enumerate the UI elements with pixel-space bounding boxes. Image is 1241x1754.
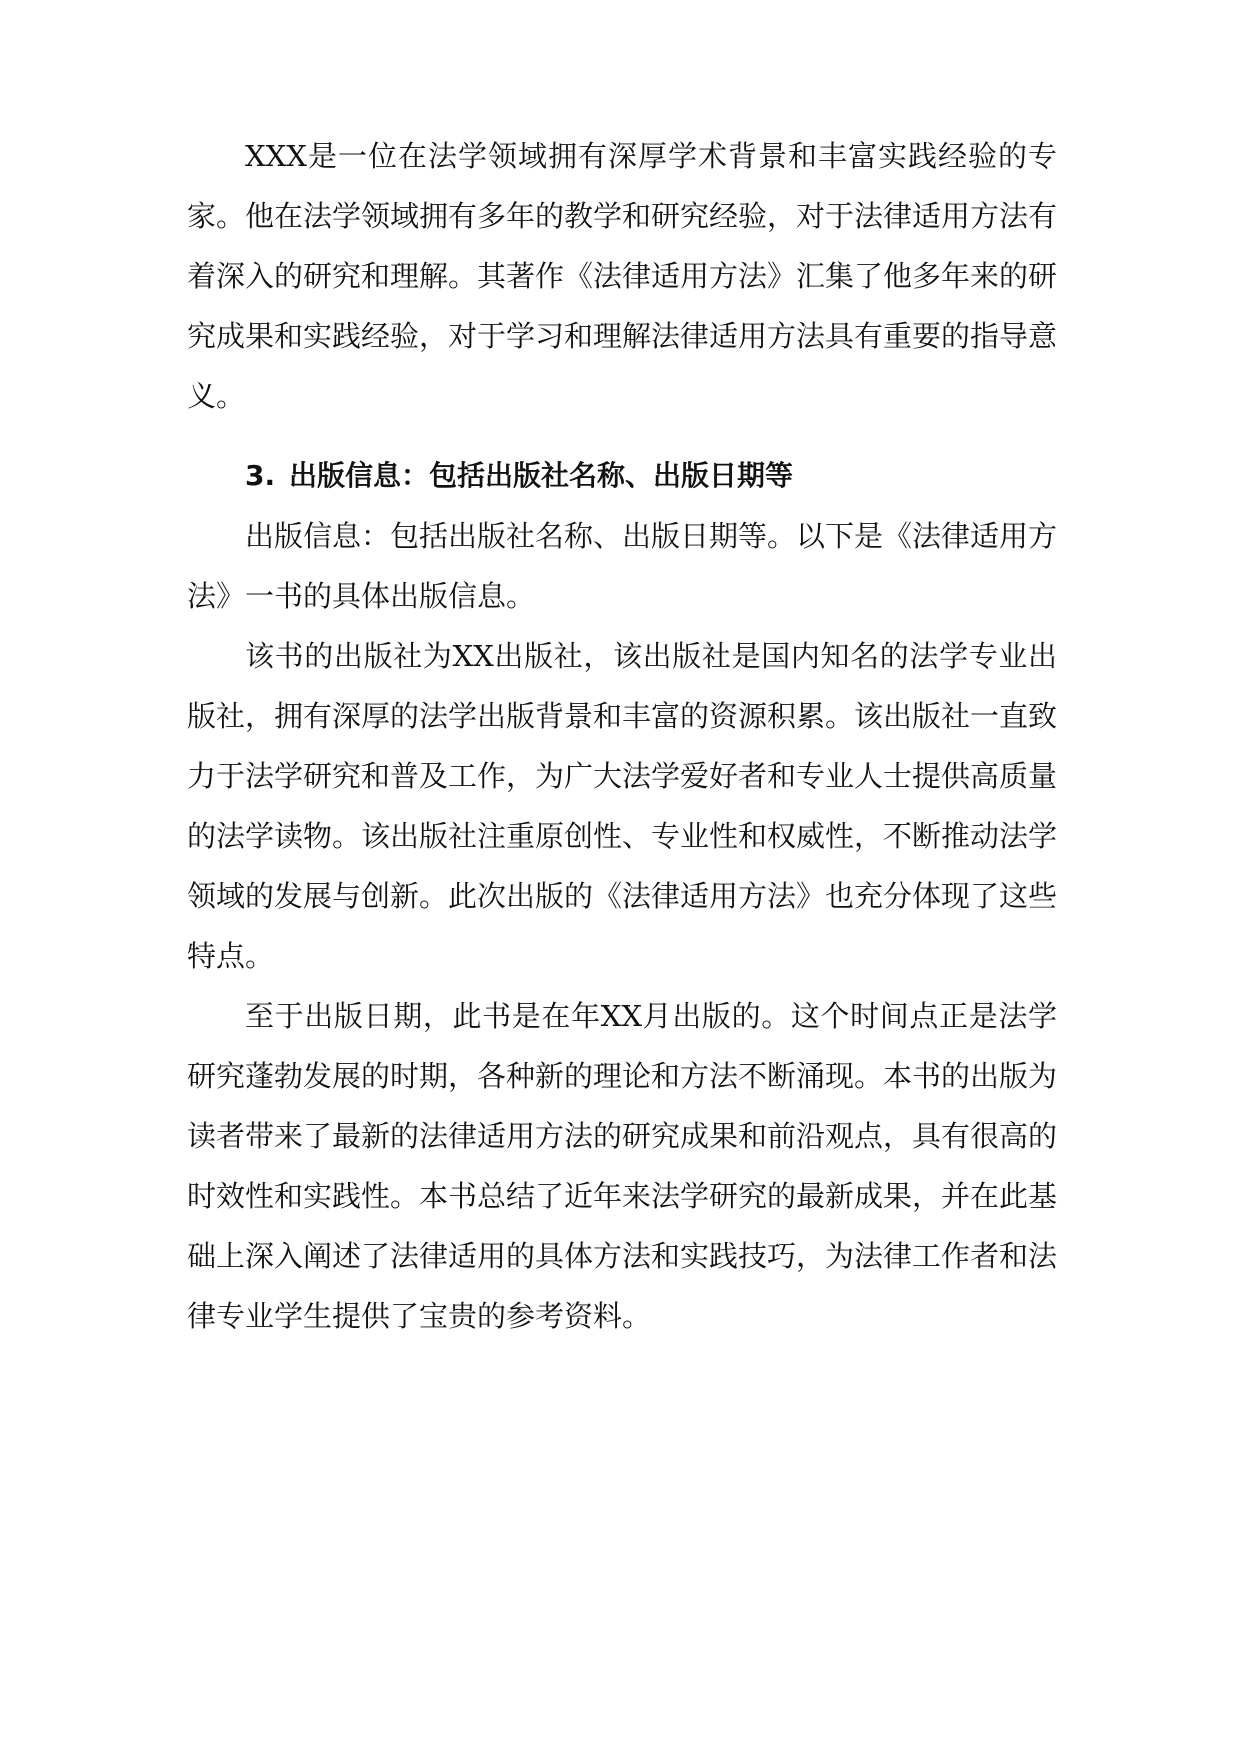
section-number: 3. bbox=[245, 459, 276, 492]
paragraph-author-bio: XXX是一位在法学领域拥有深厚学术背景和丰富实践经验的专家。他在法学领域拥有多年的教学和研究经验，对于法律适用方法有着深入的研究和理解。其著作《法律适用方法》汇集了他多年来的研究成果和实践经验，对于学习和理解法律适用方法具有重要的指导意义。 bbox=[187, 139, 1058, 413]
section-heading bbox=[187, 446, 1057, 506]
paragraph-publisher: 该书的出版社为XX出版社，该出版社是国内知名的法学专业出版社，拥有深厚的法学出版背景和丰富的资源积累。该出版社一直致力于法学研究和普及工作，为广大法学爱好者和专业人士提供高质量的法学读物。该出版社注重原创性、专业性和权威性，不断推动法学领域的发展与创新。此次出版的《法律适用方法》也充分体现了这些特点。 bbox=[187, 639, 1058, 973]
section-title: 出版信息：包括出版社名称、出版日期等 bbox=[289, 459, 794, 492]
document-body bbox=[187, 126, 1057, 1346]
paragraph-publication-date: 至于出版日期，此书是在年XX月出版的。这个时间点正是法学研究蓬勃发展的时期，各种新的理论和方法不断涌现。本书的出版为读者带来了最新的法律适用方法的研究成果和前沿观点，具有很高的时效性和实践性。本书总结了近年来法学研究的最新成果，并在此基础上深入阐述了法律适用的具体方法和实践技巧，为法律工作者和法律专业学生提供了宝贵的参考资料。 bbox=[187, 999, 1058, 1333]
paragraph-publication-intro: 出版信息：包括出版社名称、出版日期等。以下是《法律适用方法》一书的具体出版信息。 bbox=[187, 519, 1058, 613]
